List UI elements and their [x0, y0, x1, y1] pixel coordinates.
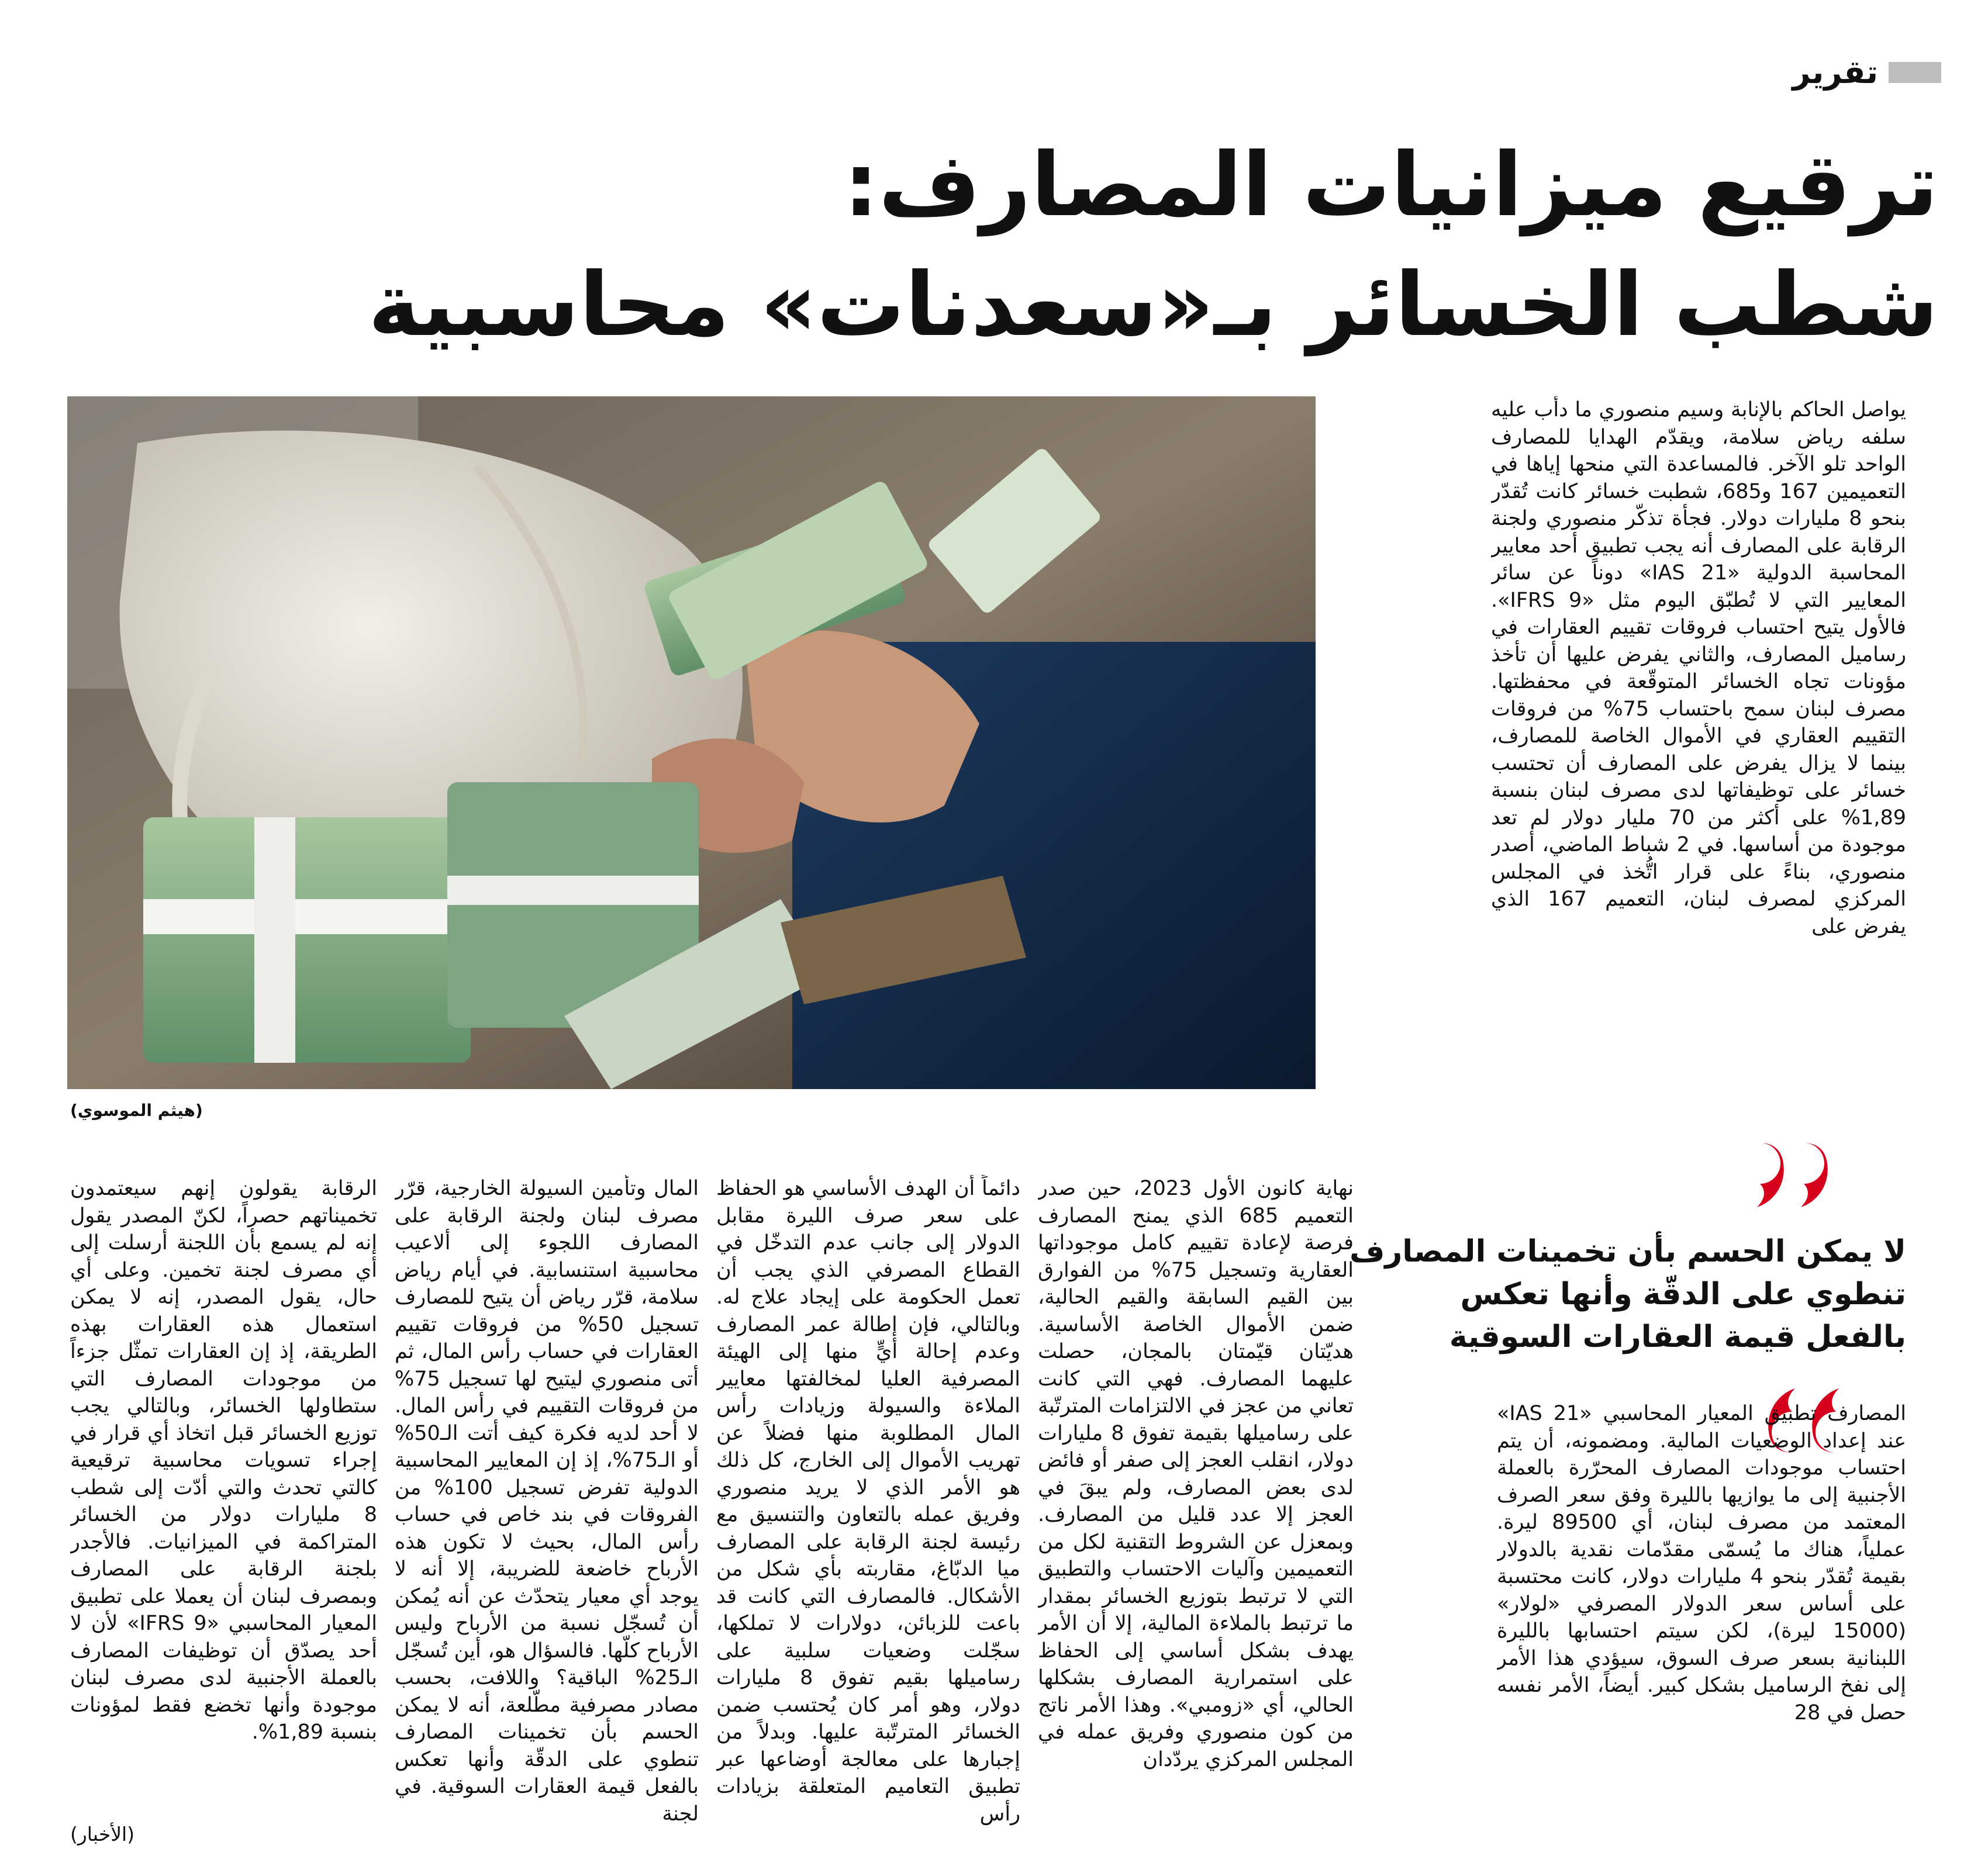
- headline-line-2: شطب الخسائر بـ«سعدنات» محاسبية: [368, 254, 1938, 356]
- article-column-3: دائماً أن الهدف الأساسي هو الحفاظ على سعر صرف الليرة مقابل الدولار إلى جانب عدم التدخّل في القطاع المصرفي الذي يجب أن تعمل الحكومة على إيجاد علاج له. وبالتالي، فإن إطالة عمر المصارف وعدم إحالة أيٍّ منها إلى الهيئة المصرفية العليا لمخالفتها معايير الملاءة والسيولة وزيادات رأس المال المطلوبة منها فضلاً عن تهريب الأموال إلى الخارج، كل ذلك هو الأمر الذي لا يريد منصوري وفريق عمله بالتعاون والتنسيق مع رئيسة لجنة الرقابة على المصارف ميا الدبّاغ، مقاربته بأي شكل من الأشكال. فالمصارف التي كانت قد باعت للزبائن، دولارات لا تملكها، سجّلت وضعيات سلبية على رساميلها بقيم تفوق 8 مليارات دولار، وهو أمر كان يُحتسب ضمن الخسائر المترتّبة عليها. وبدلاً من إجبارها على معالجة أوضاعها عبر تطبيق التعاميم المتعلقة بزيادات رأس: [716, 1177, 1020, 1826]
- closing-quote-icon: [1748, 1137, 1848, 1207]
- pull-quote-line-3: بالفعل قيمة العقارات السوقية: [1449, 1319, 1906, 1354]
- pull-quote-line-1: لا يمكن الحسم بأن تخمينات المصارف: [1349, 1234, 1906, 1269]
- signoff: (الأخبار): [70, 1823, 135, 1846]
- article-column-2: نهاية كانون الأول 2023، حين صدر التعميم 685 الذي يمنح المصارف فرصة لإعادة تقييم كامل موجوداتها العقارية وتسجيل 75% من الفوارق بين القيم السابقة والقيم الحالية، ضمن الأموال الخاصة الأساسية. هديّتان قيّمتان بالمجان، حصلت عليهما المصارف. فهي التي كانت تعاني من عجز في الالتزامات المترتّبة على رساميلها بقيمة تفوق 8 مليارات دولار، انقلب العجز إلى صفر أو فائض لدى بعض المصارف، ولم يبقَ في العجز إلا عدد قليل من المصارف. وبمعزل عن الشروط التقنية لكل من التعميمين وآليات الاحتساب والتطبيق التي لا ترتبط بتوزيع الخسائر بمقدار ما ترتبط بالملاءة المالية، إلا أن الأمر يهدف بشكل أساسي إلى الحفاظ على استمرارية المصارف بشكلها الحالي، أي «زومبي». وهذا الأمر ناتج من كون منصوري وفريق عمله في المجلس المركزي يردّدان: [1038, 1177, 1354, 1771]
- headline: [360, 126, 1938, 365]
- headline-line-1: ترقيع ميزانيات المصارف:: [843, 134, 1938, 236]
- section-bar: [1889, 62, 1941, 83]
- article-column-intro: يواصل الحاكم بالإنابة وسيم منصوري ما دأب عليه سلفه رياض سلامة، ويقدّم الهدايا للمصارف الواحد تلو الآخر. فالمساعدة التي منحها إياها في التعميمين 167 و685، شطبت خسائر كانت تُقدّر بنحو 8 مليارات دولار. فجأة تذكّر منصوري ولجنة الرقابة على المصارف أنه يجب تطبيق أحد معايير المحاسبة الدولية «IAS 21» دوناً عن سائر المعايير التي لا تُطبّق اليوم مثل «IFRS 9». فالأول يتيح احتساب فروقات تقييم العقارات في رساميل المصارف، والثاني يفرض عليها أن تأخذ مؤونات تجاه الخسائر المتوقّعة في محفظتها. مصرف لبنان سمح باحتساب 75% من فروقات التقييم العقاري في الأموال الخاصة للمصارف، بينما لا يزال يفرض على المصارف أن تحتسب خسائر على توظيفاتها لدى مصرف لبنان بنسبة 1,89% على أكثر من 70 مليار دولار لم تعد موجودة من أساسها. في 2 شباط الماضي، أصدر منصوري، بناءً على قرار اتُّخذ في المجلس المركزي لمصرف لبنان، التعميم 167 الذي يفرض على: [1491, 398, 1906, 938]
- article-column-5: الرقابة يقولون إنهم سيعتمدون تخميناتهم حصراً، لكنّ المصدر يقول إنه لم يسمع بأن اللجنة أرسلت إلى أي مصرف لجنة تخمين. وعلى أي حال، يقول المصدر، إنه لا يمكن استعمال هذه العقارات بهذه الطريقة، إذ إن العقارات تمثّل جزءاً من موجودات المصارف التي ستطاولها الخسائر، وبالتالي يجب توزيع الخسائر قبل اتخاذ أي قرار في إجراء تسويات محاسبية ترقيعية كالتي تحدث والتي أدّت إلى شطب 8 مليارات دولار من الخسائر المتراكمة في الميزانيات. فالأجدر بلجنة الرقابة على المصارف وبمصرف لبنان أن يعملا على تطبيق المعيار المحاسبي «IFRS 9» لأن لا أحد يصدّق أن توظيفات المصارف بالعملة الأجنبية لدى مصرف لبنان موجودة وأنها تخضع فقط لمؤونات بنسبة 1,89%.: [70, 1177, 377, 1744]
- article-column-4: المال وتأمين السيولة الخارجية، قرّر مصرف لبنان ولجنة الرقابة على المصارف اللجوء إلى ألاعيب محاسبية استنسابية. في أيام رياض سلامة، قرّر رياض أن يتيح للمصارف تسجيل 50% من فروقات تقييم العقارات في حساب رأس المال، ثم أتى منصوري ليتيح لها تسجيل 75% من فروقات التقييم في رأس المال. لا أحد لديه فكرة كيف أتت الـ50% أو الـ75%، إذ إن المعايير المحاسبية الدولية تفرض تسجيل 100% من الفروقات في بند خاص في حساب رأس المال، بحيث لا تكون هذه الأرباح خاضعة للضريبة، إلا أنه لا يوجد أي معيار يتحدّث عن أنه يُمكن أن تُسجّل نسبة من الأرباح وليس الأرباح كلّها. فالسؤال هو، أين تُسجّل الـ25% الباقية؟ واللافت، بحسب مصادر مصرفية مطّلعة، أنه لا يمكن الحسم بأن تخمينات المصارف تنطوي على الدقّة وأنها تعكس بالفعل قيمة العقارات السوقية. في لجنة: [395, 1177, 699, 1826]
- article-column-right: المصارف تطبيق المعيار المحاسبي «IAS 21» عند إعداد الوضعيات المالية. ومضمونه، أن يتم احتساب موجودات المصارف المحرّرة بالعملة الأجنبية إلى ما يوازيها بالليرة وفق سعر الصرف المعتمد من مصرف لبنان، أي 89500 ليرة. عملياً، هناك ما يُسمّى مقدّمات نقدية بالدولار بقيمة تُقدّر بنحو 4 مليارات دولار، كانت محتسبة على أساس سعر الدولار المصرفي «لولار» (15000 ليرة)، لكن سيتم احتسابها بالليرة اللبنانية بسعر صرف السوق، سيؤدي هذا الأمر إلى نفخ الرساميل بشكل كبير. أيضاً، الأمر نفسه حصل في 28: [1497, 1402, 1906, 1725]
- article-photo: [67, 396, 1316, 1089]
- photo-credit: (هيثم الموسوي): [70, 1101, 203, 1120]
- section-label: تقرير: [1792, 54, 1878, 91]
- pull-quote-line-2: تنطوي على الدقّة وأنها تعكس: [1460, 1277, 1906, 1312]
- money-counting-photo: [67, 396, 1316, 1089]
- section-header: [1792, 54, 1941, 91]
